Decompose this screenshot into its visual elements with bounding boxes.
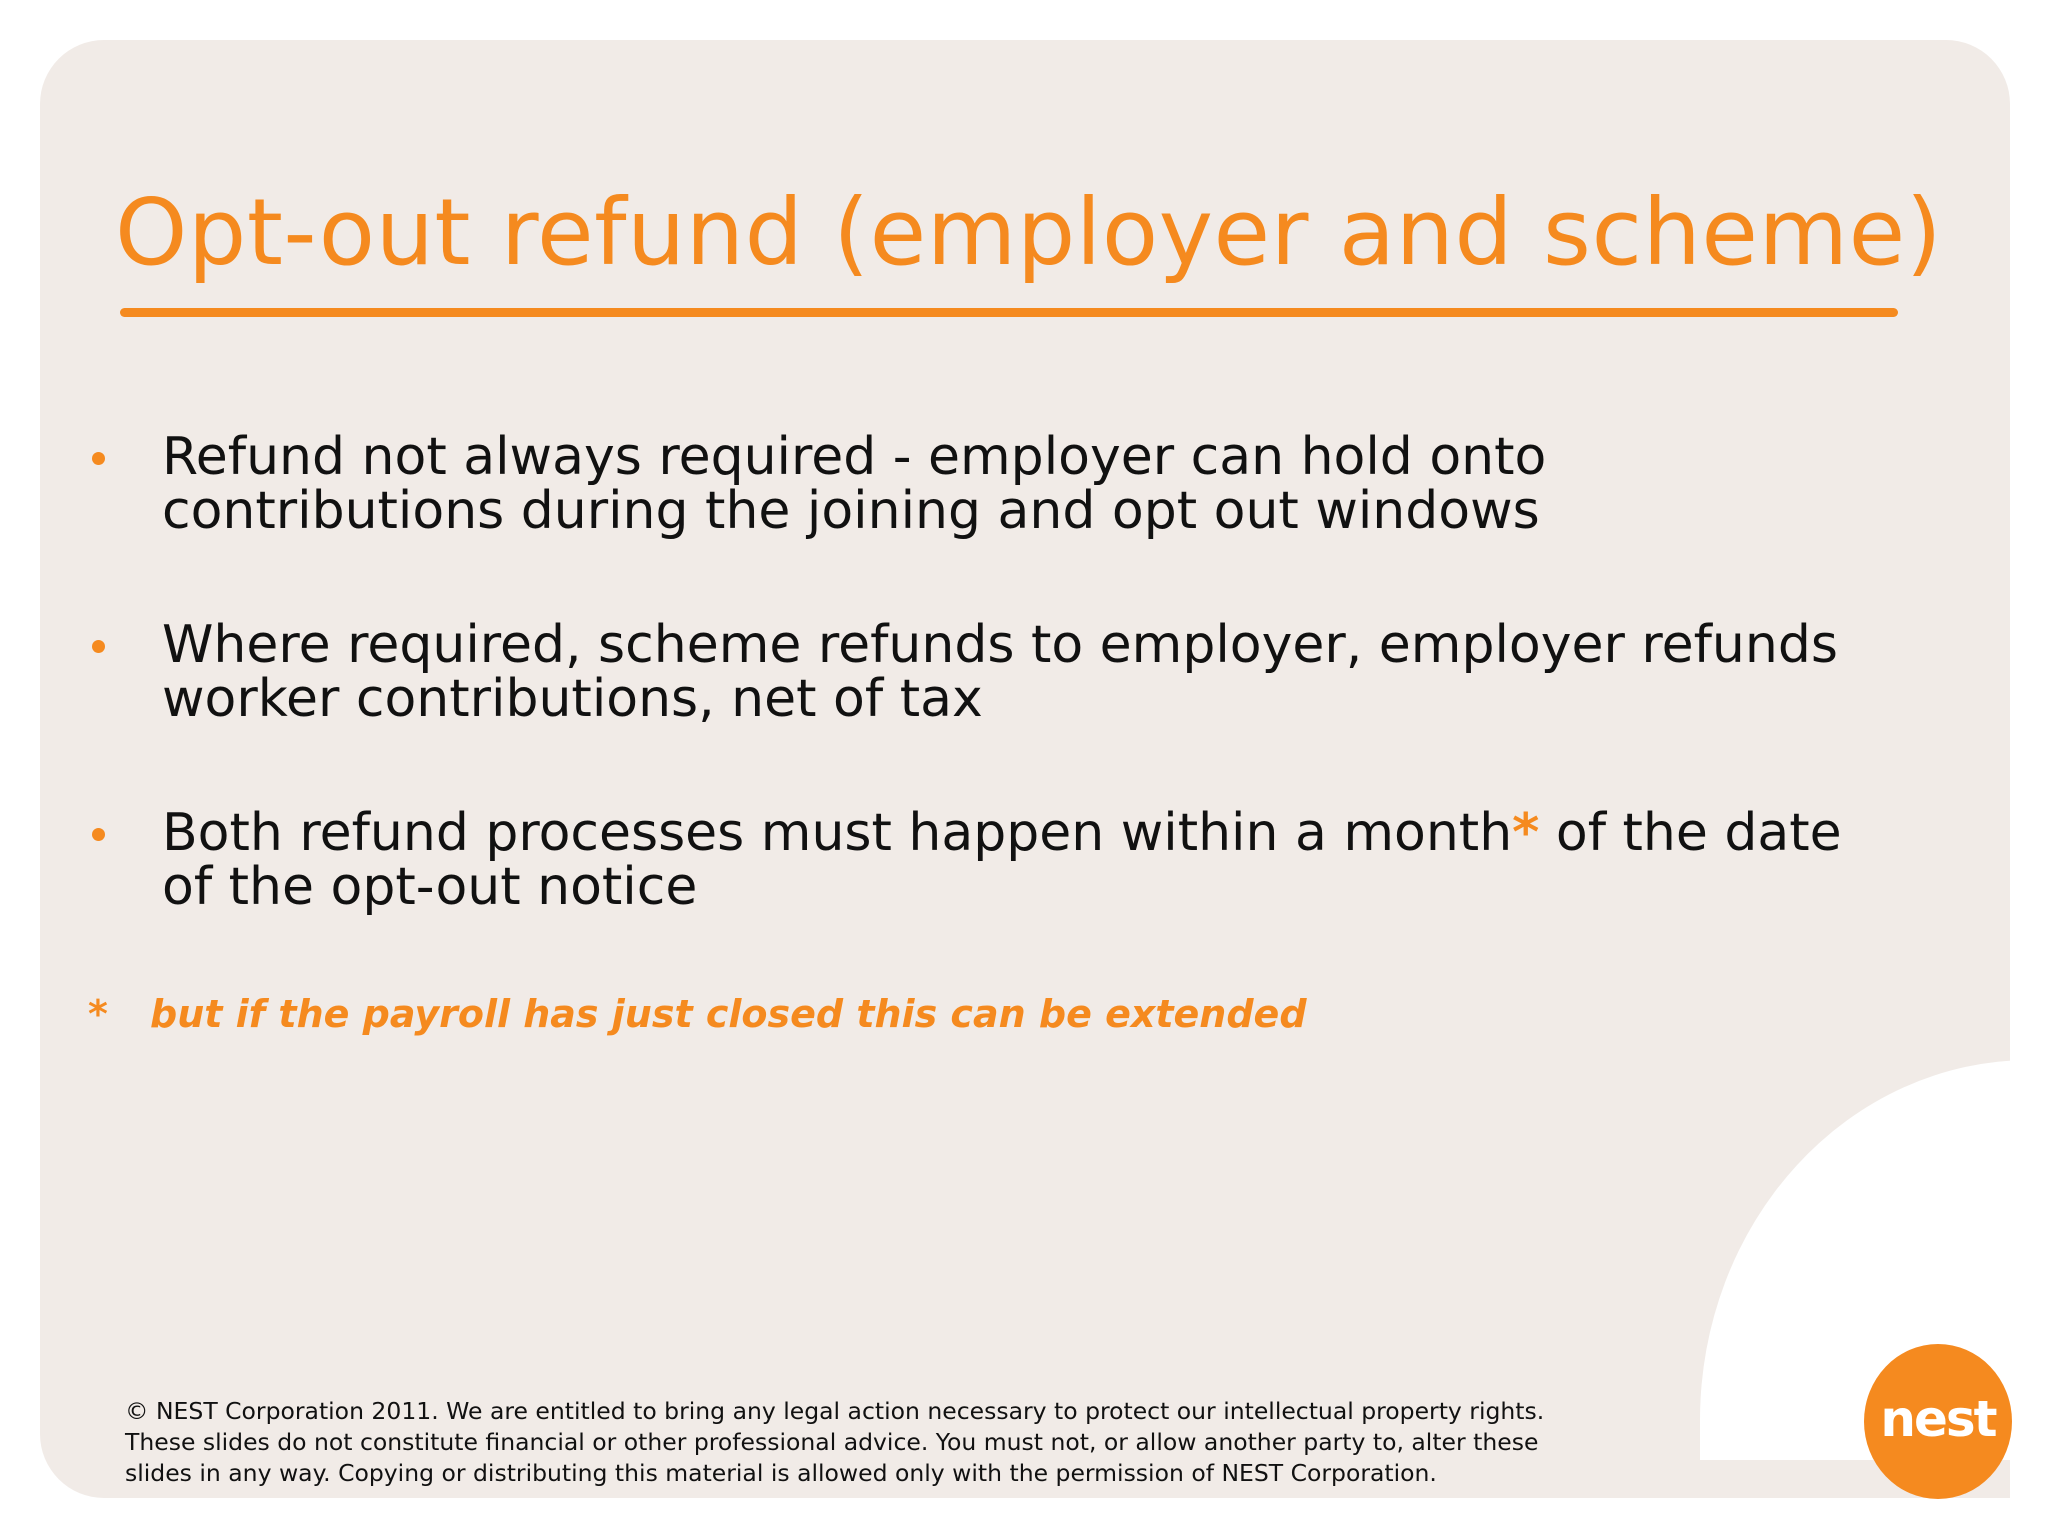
footnote [88, 990, 1307, 1038]
slide-title: Opt-out refund (employer and scheme) [115, 179, 1943, 286]
bullet-list [88, 427, 1888, 994]
bullet-item [88, 803, 1888, 917]
legal-line: These slides do not constitute financial or other professional advice. You must not, or allow another party to, alter these [125, 1428, 1539, 1456]
footnote-text: but if the payroll has just closed this can be extended [150, 992, 1307, 1036]
bullet-line: of the opt-out notice [162, 857, 698, 917]
bullet-text: of the date [1539, 803, 1842, 863]
legal-line: © NEST Corporation 2011. We are entitled to bring any legal action necessary to protect our intellectual property rights. [125, 1397, 1545, 1425]
bullet-line [162, 803, 1888, 863]
bullet-line: worker contributions, net of tax [162, 669, 983, 729]
bullet-dot-icon [92, 828, 105, 841]
bullet-item [88, 615, 1888, 729]
bullet-dot-icon [92, 640, 105, 653]
bullet-line: Where required, scheme refunds to employer, employer refunds [162, 615, 1838, 675]
bullet-item [88, 427, 1888, 541]
legal-line: slides in any way. Copying or distributing this material is allowed only with the permission of NEST Corporation. [125, 1459, 1437, 1487]
logo-text: nest [1880, 1389, 1996, 1448]
nest-logo [1864, 1344, 2012, 1499]
title-underline [120, 308, 1898, 317]
bullet-dot-icon [92, 452, 105, 465]
footnote-marker: * [1512, 803, 1540, 863]
bullet-line: Refund not always required - employer can hold onto [162, 427, 1547, 487]
legal-notice [125, 1396, 1625, 1489]
bullet-text: Both refund processes must happen within a month [162, 803, 1513, 863]
bullet-line: contributions during the joining and opt out windows [162, 481, 1540, 541]
footnote-asterisk: * [88, 992, 108, 1036]
